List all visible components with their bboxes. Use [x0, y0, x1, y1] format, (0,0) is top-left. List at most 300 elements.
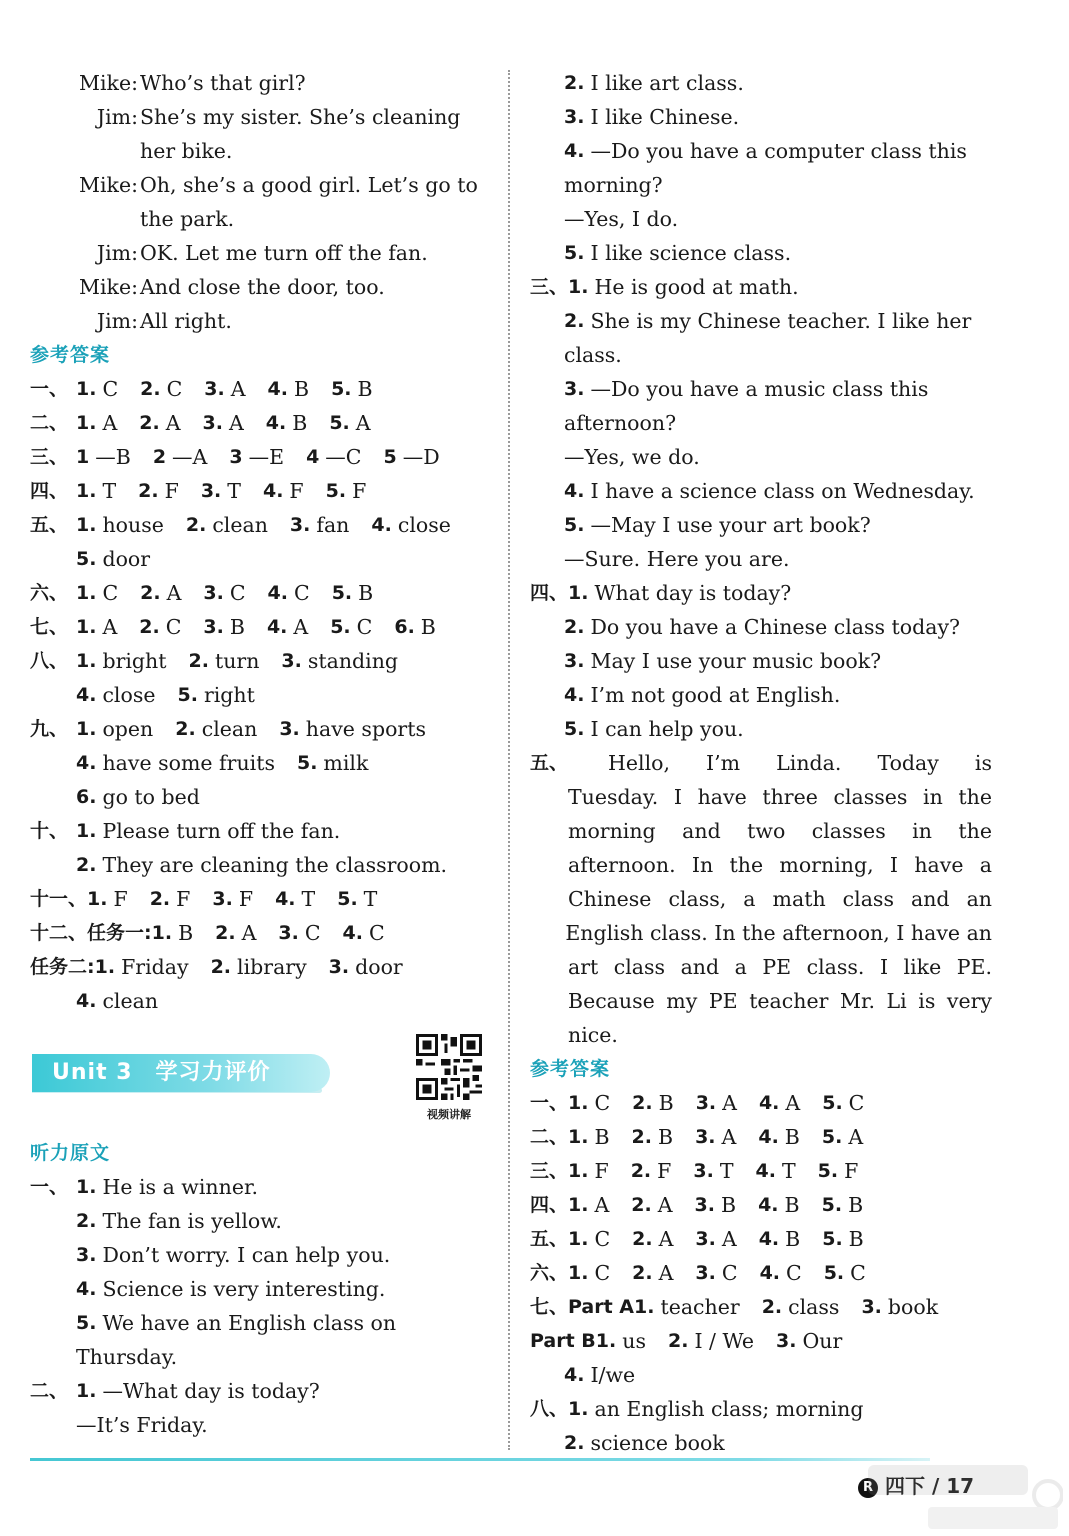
item-answer: —Yes, we do. — [564, 445, 700, 469]
answer-row — [30, 1340, 492, 1374]
item-answer: —Do you have a music class this — [590, 377, 929, 401]
item-number: 3. — [279, 718, 300, 740]
passage-line — [530, 848, 992, 882]
item-answer: —A — [172, 445, 208, 469]
item-answer: Science is very interesting. — [102, 1277, 386, 1301]
item-number: 3. — [203, 582, 224, 604]
speaker-name — [30, 202, 138, 236]
item-number: 3. — [776, 1330, 797, 1352]
dialogue-line — [30, 236, 492, 270]
listening-continued — [530, 66, 992, 746]
item-answer: door — [355, 955, 403, 979]
item-number: 3. — [564, 106, 585, 128]
answer-row — [30, 1374, 492, 1408]
item-number: 2. — [140, 582, 161, 604]
item-number: 4. — [267, 582, 288, 604]
item-answer: A — [241, 921, 257, 945]
answer-row — [30, 712, 492, 746]
row-prefix: 八、 — [530, 1398, 569, 1420]
item-number: 5. — [331, 582, 353, 604]
item-answer: C — [166, 377, 183, 401]
row-prefix: 八、 — [30, 650, 69, 672]
answer-row — [530, 168, 992, 202]
item-number: 1 — [76, 446, 90, 468]
item-answer: May I use your music book? — [590, 649, 882, 673]
item-number: 4. — [564, 1364, 585, 1386]
item-number: 4. — [76, 990, 97, 1012]
row-prefix: 四、 — [30, 480, 69, 502]
passage-text: Because my PE teacher Mr. Li is very — [568, 989, 992, 1013]
item-number: 1. — [595, 1330, 617, 1352]
item-answer: C — [294, 581, 310, 605]
item-number: 1. — [76, 514, 97, 536]
answer-row — [30, 372, 492, 406]
answer-row — [530, 576, 992, 610]
item-answer: science book — [590, 1431, 725, 1455]
row-prefix — [530, 304, 564, 338]
item-answer: close — [102, 683, 156, 707]
item-number: 1. — [76, 1176, 97, 1198]
item-answer: B — [292, 411, 308, 435]
dialogue-text: OK. Let me turn off the fan. — [140, 241, 428, 265]
item-answer: B — [357, 377, 373, 401]
item-answer: I can help you. — [590, 717, 744, 741]
row-prefix: 二、 — [530, 1126, 569, 1148]
item-number: 3. — [203, 616, 224, 638]
item-number: 5. — [564, 514, 585, 536]
row-prefix: 二、 — [30, 1380, 69, 1402]
item-number: 2. — [564, 72, 585, 94]
answer-row — [530, 406, 992, 440]
edition-badge: R — [858, 1478, 878, 1498]
answer-row — [530, 134, 992, 168]
item-answer: I have a science class on Wednesday. — [590, 479, 975, 503]
item-number: 4. — [755, 1160, 776, 1182]
row-prefix: 六、 — [530, 1262, 569, 1284]
item-answer: A — [785, 1091, 801, 1115]
item-number: 1. — [568, 276, 589, 298]
item-answer: —B — [95, 445, 131, 469]
item-answer: B — [848, 1193, 864, 1217]
item-number: 5. — [177, 684, 198, 706]
item-answer: A — [230, 377, 246, 401]
item-answer: C — [848, 1091, 865, 1115]
item-number: 1. — [76, 582, 97, 604]
item-number: 2. — [138, 480, 159, 502]
row-prefix: 十、 — [30, 820, 69, 842]
footer-rule — [30, 1458, 930, 1461]
row-prefix — [530, 712, 564, 746]
answer-row — [30, 610, 492, 644]
item-number: 2. — [631, 1194, 652, 1216]
passage-line — [530, 780, 992, 814]
item-number: 2. — [564, 310, 585, 332]
answer-row — [530, 372, 992, 406]
row-prefix — [30, 1272, 76, 1306]
answer-row — [30, 848, 492, 882]
item-number: 2. — [631, 1126, 652, 1148]
item-answer: an English class; morning — [594, 1397, 864, 1421]
item-answer: —D — [402, 445, 440, 469]
answer-row — [30, 440, 492, 474]
item-number: 1. — [76, 820, 97, 842]
item-number: 4. — [758, 1126, 779, 1148]
item-number: 2. — [140, 378, 161, 400]
speaker-name: Jim: — [96, 105, 138, 129]
speaker-name — [30, 134, 138, 168]
item-number: 2. — [667, 1330, 689, 1352]
item-answer: Our — [802, 1329, 843, 1353]
item-number: 1. — [568, 1398, 589, 1420]
row-prefix: 任务二: — [30, 956, 95, 978]
row-prefix — [530, 338, 564, 372]
answer-row — [30, 1204, 492, 1238]
item-answer: C — [356, 615, 373, 639]
item-answer: F — [844, 1159, 859, 1183]
item-number: 3. — [204, 378, 225, 400]
item-number: 1. — [76, 378, 97, 400]
answer-row — [530, 304, 992, 338]
row-prefix — [30, 1340, 76, 1374]
item-answer: A — [102, 411, 118, 435]
item-answer: T — [719, 1159, 734, 1183]
item-number: 3. — [861, 1296, 882, 1318]
row-prefix — [530, 474, 564, 508]
item-answer: Don’t worry. I can help you. — [102, 1243, 391, 1267]
row-prefix: 七、Part A — [530, 1296, 635, 1318]
answer-row — [530, 508, 992, 542]
item-number: 2. — [632, 1228, 653, 1250]
row-prefix: 十一、 — [30, 888, 88, 910]
item-answer: A — [721, 1125, 737, 1149]
item-answer: A — [657, 1193, 673, 1217]
item-number: 5. — [76, 548, 97, 570]
passage-block — [530, 746, 992, 1052]
item-number: 4. — [275, 888, 296, 910]
item-number: 4. — [266, 616, 288, 638]
answer-row — [530, 440, 992, 474]
item-answer: A — [165, 411, 181, 435]
item-number: 2. — [76, 854, 97, 876]
dialogue-line — [30, 304, 492, 338]
row-prefix — [530, 236, 564, 270]
item-number: 1. — [151, 922, 173, 944]
row-prefix: 一、 — [30, 378, 69, 400]
item-answer: clean — [212, 513, 268, 537]
item-number: 3. — [200, 480, 222, 502]
right-column — [530, 66, 992, 1460]
item-number: 4. — [265, 412, 287, 434]
answer-row — [530, 678, 992, 712]
item-answer: T — [363, 887, 378, 911]
item-number: 5. — [331, 378, 352, 400]
item-number: 3. — [212, 888, 233, 910]
item-number: 5. — [564, 242, 585, 264]
item-answer: F — [657, 1159, 672, 1183]
item-answer: right — [203, 683, 255, 707]
row-prefix — [530, 134, 564, 168]
row-prefix: 十二、任务一: — [30, 922, 152, 944]
answer-row — [30, 474, 492, 508]
row-prefix — [530, 406, 564, 440]
item-answer: F — [113, 887, 128, 911]
row-prefix — [30, 542, 76, 576]
item-answer: She is my Chinese teacher. I like her — [590, 309, 972, 333]
listening-list — [30, 1170, 492, 1442]
item-answer: teacher — [660, 1295, 740, 1319]
item-answer: A — [848, 1125, 864, 1149]
item-number: 3. — [281, 650, 302, 672]
passage-text: art class and a PE class. I like PE. — [568, 955, 992, 979]
item-answer: C — [594, 1227, 611, 1251]
item-answer: —What day is today? — [102, 1379, 320, 1403]
row-prefix — [530, 678, 564, 712]
left-column — [30, 66, 492, 1442]
item-answer: A — [228, 411, 244, 435]
item-number: 5. — [564, 718, 585, 740]
item-answer: —It’s Friday. — [76, 1413, 208, 1437]
item-answer: go to bed — [102, 785, 200, 809]
row-prefix — [530, 542, 564, 576]
item-number: 2. — [175, 718, 196, 740]
answer-row — [30, 984, 492, 1018]
item-answer: B — [594, 1125, 610, 1149]
item-answer: —Yes, I do. — [564, 207, 679, 231]
passage-line — [530, 950, 992, 984]
item-answer: close — [397, 513, 451, 537]
row-prefix — [30, 746, 76, 780]
row-prefix: 一、 — [530, 1092, 569, 1114]
row-prefix — [530, 1426, 564, 1460]
item-answer: house — [102, 513, 164, 537]
item-number: 4. — [342, 922, 363, 944]
item-number: 3. — [289, 514, 311, 536]
item-answer: B — [848, 1227, 864, 1251]
row-prefix — [530, 610, 564, 644]
item-number: 5. — [76, 1312, 97, 1334]
listening-heading: 听力原文 — [30, 1142, 111, 1164]
item-answer: Do you have a Chinese class today? — [590, 615, 961, 639]
item-number: 4. — [758, 1092, 780, 1114]
item-number: 1. — [568, 1126, 589, 1148]
qr-code-icon[interactable] — [416, 1034, 482, 1100]
item-number: 3. — [695, 1126, 716, 1148]
item-answer: clean — [201, 717, 258, 741]
item-number: 5. — [329, 412, 350, 434]
item-answer: afternoon? — [564, 411, 677, 435]
item-number: 2. — [139, 412, 160, 434]
answer-row — [530, 1392, 992, 1426]
item-answer: C — [721, 1261, 738, 1285]
passage-line — [530, 814, 992, 848]
item-answer: F — [289, 479, 304, 503]
item-answer: C — [594, 1261, 611, 1285]
passage-line — [530, 1018, 992, 1052]
item-answer: Friday — [121, 955, 189, 979]
answer-row — [530, 542, 992, 576]
answer-row — [530, 1188, 992, 1222]
row-prefix: 二、 — [30, 412, 69, 434]
item-answer: A — [355, 411, 371, 435]
item-answer: —E — [248, 445, 285, 469]
item-answer: have some fruits — [102, 751, 275, 775]
answer-row — [530, 474, 992, 508]
answer-row — [30, 780, 492, 814]
item-number: 2. — [632, 1262, 653, 1284]
item-number: 2. — [564, 616, 585, 638]
answer-row — [30, 644, 492, 678]
item-number: 1. — [76, 650, 97, 672]
answer-row — [530, 1290, 992, 1324]
row-prefix: 五、 — [530, 1228, 569, 1250]
item-number: 5. — [296, 752, 318, 774]
dialogue-block — [30, 66, 492, 338]
item-answer: F — [238, 887, 254, 911]
speaker-name: Jim: — [96, 309, 138, 333]
item-answer: milk — [323, 751, 369, 775]
dialogue-line — [30, 202, 492, 236]
row-prefix — [30, 1306, 76, 1340]
item-number: 4. — [564, 684, 585, 706]
item-number: 2. — [632, 1092, 653, 1114]
item-answer: T — [102, 479, 117, 503]
answer-row — [530, 202, 992, 236]
item-number: 3. — [695, 1262, 716, 1284]
item-number: 5. — [822, 1092, 843, 1114]
item-answer: C — [594, 1091, 611, 1115]
dialogue-line — [30, 66, 492, 100]
answer-row — [530, 1324, 992, 1358]
item-answer: B — [229, 615, 245, 639]
row-prefix — [530, 508, 564, 542]
page-number: 17 — [946, 1474, 975, 1498]
item-answer: class — [788, 1295, 840, 1319]
item-number: 1. — [76, 412, 97, 434]
item-number: 1. — [568, 1160, 589, 1182]
answer-row — [530, 1086, 992, 1120]
item-answer: —C — [325, 445, 362, 469]
item-answer: I/we — [590, 1363, 636, 1387]
item-number: 3. — [76, 1244, 97, 1266]
item-number: 3 — [229, 446, 243, 468]
row-prefix: 三、 — [30, 446, 69, 468]
dialogue-text: All right. — [140, 309, 232, 333]
answer-row — [30, 678, 492, 712]
item-number: 5. — [823, 1262, 845, 1284]
item-answer: standing — [307, 649, 399, 673]
item-answer: clean — [102, 989, 159, 1013]
dialogue-text: And close the door, too. — [140, 275, 385, 299]
item-number: 4. — [262, 480, 284, 502]
item-number: 6. — [76, 786, 97, 808]
item-answer: I like art class. — [590, 71, 744, 95]
item-number: 1. — [568, 1092, 589, 1114]
item-answer: I like science class. — [590, 241, 792, 265]
row-prefix: 六、 — [30, 582, 69, 604]
row-prefix — [30, 848, 76, 882]
speaker-name: Mike: — [78, 173, 138, 197]
answer-row — [30, 950, 492, 984]
answer-row — [30, 1170, 492, 1204]
answer-row — [30, 1272, 492, 1306]
item-answer: T — [227, 479, 241, 503]
passage-text: Chinese class, a math class and an — [568, 887, 992, 911]
item-number: 3. — [695, 1228, 716, 1250]
item-answer: C — [165, 615, 182, 639]
item-answer: have sports — [305, 717, 426, 741]
item-number: 1. — [568, 1228, 589, 1250]
item-answer: I like Chinese. — [590, 105, 740, 129]
answer-row — [30, 576, 492, 610]
answer-row — [530, 610, 992, 644]
item-number: 1. — [634, 1296, 655, 1318]
row-prefix — [530, 440, 564, 474]
item-number: 4. — [759, 1262, 781, 1284]
item-answer: A — [166, 581, 182, 605]
item-number: 5. — [325, 480, 347, 502]
item-number: 3. — [564, 378, 585, 400]
item-answer: F — [594, 1159, 609, 1183]
item-answer: B — [784, 1193, 800, 1217]
answer-heading-right: 参考答案 — [530, 1058, 611, 1080]
item-number: 1. — [76, 616, 97, 638]
item-answer: F — [176, 887, 191, 911]
speaker-name: Mike: — [78, 275, 138, 299]
item-number: 1. — [568, 1262, 589, 1284]
item-answer: C — [369, 921, 385, 945]
item-answer: C — [229, 581, 246, 605]
row-prefix: 四、 — [530, 1194, 569, 1216]
item-answer: A — [594, 1193, 610, 1217]
dialogue-text: She’s my sister. She’s cleaning — [140, 105, 461, 129]
item-number: 4. — [371, 514, 392, 536]
item-answer: B — [420, 615, 436, 639]
item-number: 2. — [185, 514, 207, 536]
item-answer: He is good at math. — [594, 275, 799, 299]
item-number: 3. — [695, 1092, 717, 1114]
item-answer: B — [658, 1125, 674, 1149]
row-prefix — [30, 984, 76, 1018]
item-number: 4. — [758, 1194, 779, 1216]
item-answer: bright — [102, 649, 167, 673]
item-answer: B — [721, 1193, 737, 1217]
item-answer: Thursday. — [76, 1345, 178, 1369]
row-prefix — [30, 1408, 76, 1442]
item-answer: fan — [316, 513, 350, 537]
passage-text: morning and two classes in the — [568, 819, 992, 843]
row-prefix — [530, 168, 564, 202]
item-answer: A — [102, 615, 118, 639]
item-number: 1. — [568, 582, 589, 604]
item-answer: open — [102, 717, 154, 741]
item-answer: class. — [564, 343, 622, 367]
row-prefix: 九、 — [30, 718, 69, 740]
unit-header — [30, 1018, 492, 1136]
item-answer: door — [102, 547, 151, 571]
answer-row — [530, 1256, 992, 1290]
row-prefix: 四、 — [530, 582, 569, 604]
item-number: 3. — [278, 922, 299, 944]
passage-text: Hello, I’m Linda. Today is — [608, 751, 992, 775]
item-answer: F — [352, 479, 367, 503]
answer-row — [530, 1222, 992, 1256]
dialogue-text: Oh, she’s a good girl. Let’s go to — [140, 173, 478, 197]
answer-row — [30, 1238, 492, 1272]
item-answer: library — [237, 955, 307, 979]
passage-text: Tuesday. I have three classes in the — [568, 785, 992, 809]
answer-row — [530, 1426, 992, 1460]
item-answer: —May I use your art book? — [590, 513, 871, 537]
